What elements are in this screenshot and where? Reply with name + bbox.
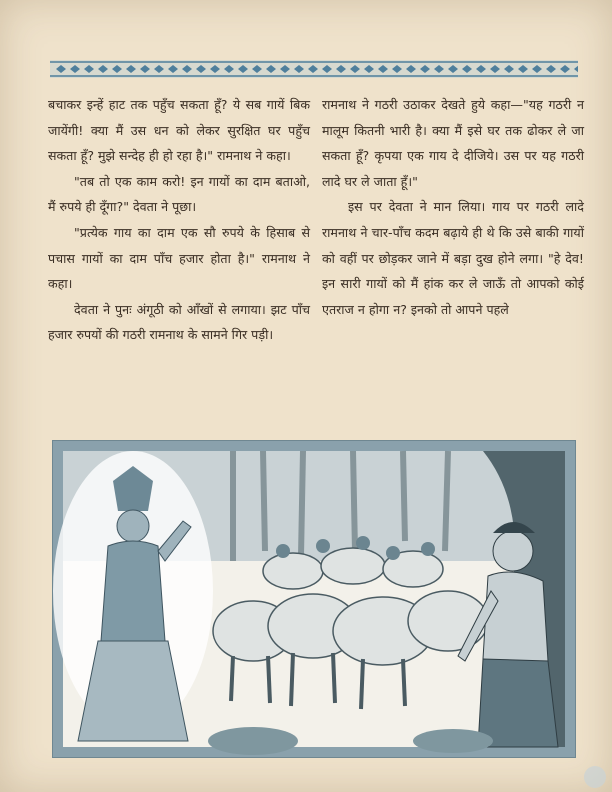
paragraph-left-2: "तब तो एक काम करो! इन गायों का दाम बताओ, मैं रुपये ही दूँगा?" देवता ने पूछा। xyxy=(48,173,310,215)
story-illustration xyxy=(52,440,576,758)
deity-with-cows-illustration-icon xyxy=(53,441,575,757)
paragraph-right-2: इस पर देवता ने मान लिया। गाय पर गठरी लादे रामनाथ ने चार-पाँच कदम बढ़ाये ही थे कि उसे बाकी गायों को वहीं पर छोड़कर जाने में बड़ा दुख होने लगा। "हे देव! इन सारी गायों को मैं हांक कर ले जाऊँ तो आपको कोई एतराज न होगा न? इनको तो आपने पहले xyxy=(322,199,584,317)
paragraph-right-1: रामनाथ ने गठरी उठाकर देखते हुये कहा—"यह गठरी न मालूम कितनी भारी है। क्या मैं इसे घर तक ढोकर ले जा सकता हूँ? कृपया एक गाय दे दीजिये। उस पर यह गठरी लादे घर ले जाता हूँ।" xyxy=(322,97,584,189)
paragraph-left-1: बचाकर इन्हें हाट तक पहुँच सकता हूँ? ये सब गायें बिक जायेंगी! क्या मैं उस धन को लेकर सुरक्षित घर पहुँच सकता हूँ? मुझे सन्देह ही हो रहा है।" रामनाथ ने कहा। xyxy=(48,97,310,164)
right-text-column xyxy=(322,92,584,322)
left-text-column xyxy=(48,92,310,348)
page-corner-mark xyxy=(584,766,606,788)
paragraph-left-4: देवता ने पुनः अंगूठी को आँखों से लगाया। झट पाँच हजार रुपयों की गठरी रामनाथ के सामने गिर पड़ी। xyxy=(48,301,310,343)
decorative-border xyxy=(50,60,578,78)
paragraph-left-3: "प्रत्येक गाय का दाम एक सौ रुपये के हिसाब से पचास गायों का दाम पाँच हजार होता है।" रामनाथ ने कहा। xyxy=(48,224,310,292)
